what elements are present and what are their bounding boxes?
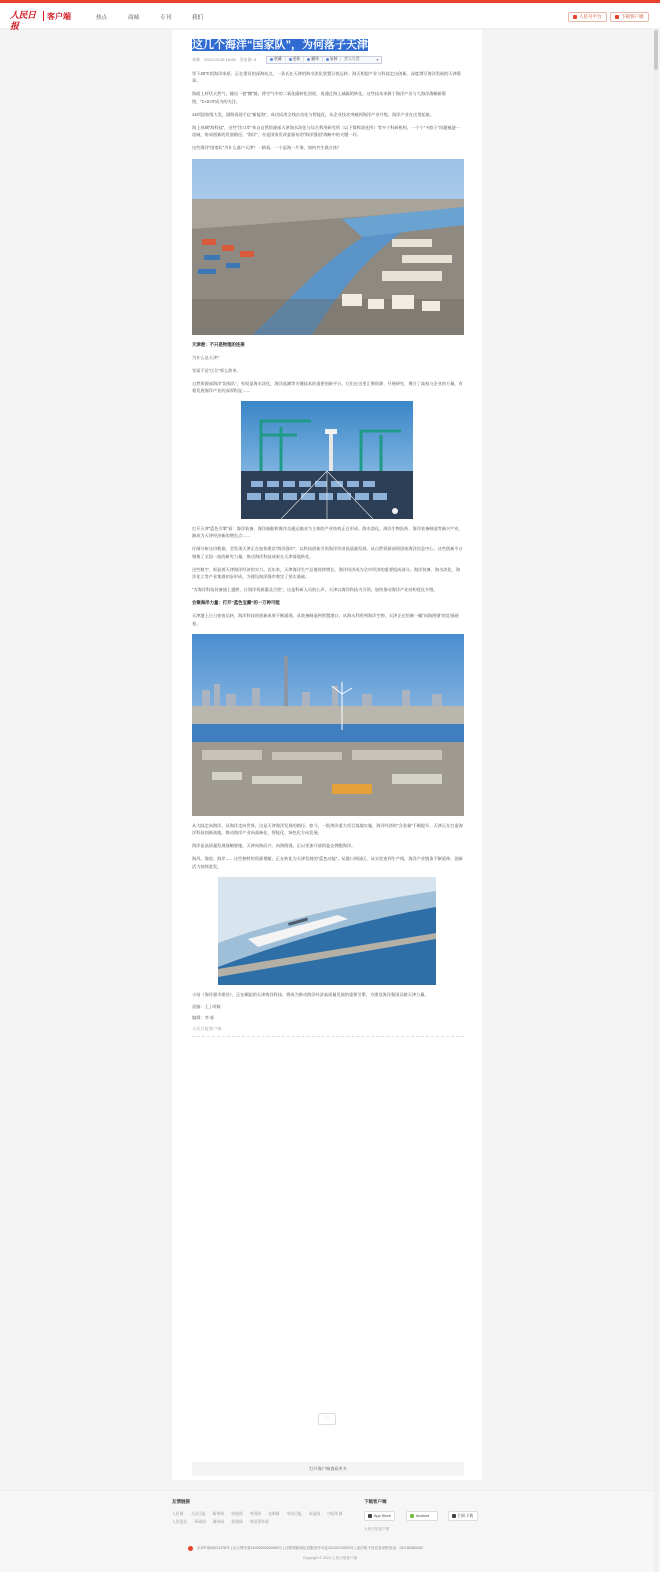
tool-favorite[interactable] (267, 57, 286, 62)
footer-link[interactable]: 人民日报 (190, 1512, 206, 1516)
paragraph: 从大陆走向海洋，从海洋走向世界，这是天津海洋发展的路径。如今，一批海洋重大项目落地实施，海洋经济的“含金量”不断提升。天津正在打造海洋科技创新高地，推动海洋产业向高端化、智能化、绿色化方向发展。 (192, 822, 463, 836)
paragraph: 这些海洋“国家队”为什么落户天津？一路看，一个是海一片海，如何共生联合体？ (192, 145, 342, 151)
tool-refresh-label: 更新 (292, 57, 301, 61)
paragraph: 这些数字，彰显着天津海洋经济的实力。近年来，天津海洋生产总值持续增长，海洋经济成为全市经济的重要组成部分。海洋装备、海水淡化、海洋化工等产业集群初步形成，为建设海洋强市奠定了坚实基础。 (192, 566, 461, 580)
icp-text[interactable]: 京ICP备05031378号 | 京公网安备11000002000008号 | 互联网新闻信息服务许可证10120170004号 | 违法和不良信息举报电话：010-65363263 (197, 1546, 423, 1550)
tool-refresh[interactable] (286, 57, 305, 62)
tool-copy-label: 复制 (329, 57, 338, 61)
refresh-icon (289, 58, 292, 61)
qr-download-button[interactable] (448, 1511, 478, 1521)
translate-icon (307, 58, 310, 61)
tool-copy[interactable] (323, 57, 342, 62)
chevron-down-icon: ▾ (376, 58, 379, 62)
footer-link[interactable]: 环球网 (194, 1520, 206, 1524)
port-aerial-photo (192, 159, 464, 335)
port-cranes-photo (241, 401, 413, 519)
source-line: 人民日报客户端 (192, 1026, 222, 1032)
logo-divider (43, 11, 44, 21)
tool-translate-label: 翻译 (311, 57, 319, 61)
icp-info (188, 1546, 478, 1551)
footer-link[interactable]: 中国日报 (286, 1512, 302, 1516)
footer-link[interactable]: 人民网 (172, 1512, 184, 1516)
footer-links-title: 友情链接 (172, 1499, 190, 1504)
paragraph: 零下40℃的海洋冰原，正在建设的深海站点，一条长在天津的海水淡化装置日夜运转。海天相望产业与科技走出创新，深度谱写海洋发展的天津篇章。 (192, 71, 461, 84)
article-author: 发布源: 5 (239, 56, 257, 62)
app-store-button[interactable] (364, 1511, 395, 1521)
android-label: Android (416, 1514, 430, 1518)
download-app-label: 下载客户端 (621, 14, 644, 19)
article-title (192, 38, 464, 52)
tool-translate[interactable] (304, 57, 323, 62)
paragraph: 海上丝绸“海科技”，这些“洋口岸”来自自然资源部天津海水淡化与综合利用研究所（以下简称淡化所）等多个科研机构，一个个“卡脖子”问题被逐一攻破，协同创新的发展路径。“海洋”，亦是国家发改委颁布的“海洋强国”战略中的关键一环。 (192, 125, 460, 138)
article-source: 来源 (192, 56, 200, 62)
footer-link[interactable]: 海外网 (212, 1520, 225, 1524)
paragraph: 仔细分析这份数据，会发现天津正在加快建设“海洋强市”，以科技创新引领海洋经济高质量发展。从自然资源部到国家海洋信息中心，这些创新平台聚集了全国一流的研究力量，推动海洋科技成果在天津落地转化。 (192, 546, 463, 559)
footer-link[interactable]: 人民论坛 (172, 1520, 188, 1524)
paragraph: 14项国家级大奖，渤海再现千亿“新能海”，成功试用全栈自动化与智能化，从企业技术突破到海洋产业升级，海洋产业在这里起航。 (192, 111, 434, 117)
people-platform-button[interactable] (568, 12, 607, 22)
copyright: Copyright © 2024 人民日报客户端 (302, 1556, 358, 1560)
paragraph: 小结《海洋强市建设》，正在崛起的天津海洋科技，将成为推动海洋经济高质量发展的重要引擎，为建设海洋强国贡献天津力量。 (192, 991, 429, 997)
apple-icon (368, 1514, 372, 1518)
editor-line: 责编：王 | 周颖 (192, 1004, 221, 1010)
page-scrollbar[interactable] (654, 29, 658, 1572)
article (192, 38, 464, 1037)
site-header (0, 3, 660, 32)
footer-link[interactable]: 新华网 (212, 1512, 225, 1516)
download-note: 人民日报客户端 (364, 1527, 390, 1531)
qr-download-label: 扫码下载 (458, 1513, 474, 1518)
paragraph: 打开天津“蓝色引擎”看：海洋装备、海洋船舶和海洋交通运输业为主体的产业结构正在形成。海水淡化、海洋生物医药、海洋装备制造等新兴产业，渐成为天津经济新的增长点…… (192, 526, 463, 539)
logo-mark: 人民日报 (10, 10, 36, 32)
section-subheading: 会聚海洋力量：打开“蓝色宝藏”的一万种可能 (192, 600, 280, 606)
paragraph: 天津港上日日夜夜运转，海洋科技的创新成果不断涌现。从装备制造到智慧港口，从海水利用到海洋生物，天津正在绘制一幅“向海图强”的壮丽画卷。 (192, 613, 459, 626)
paragraph: 海风、海浪、海岸……这些独特的资源禀赋，正在转化为天津发展的“蓝色动能”。从港口到园区，从实验室到生产线，海洋产业链条不断延伸，创新活力持续迸发。 (192, 856, 463, 869)
paragraph: 海面上杆状天然气，输送一套“鳍”链，将空气中的二氧化碳转化回收，再通过海上减碳的转化。这些技术来源于海洋产业与大海洋战略新版图，“1+3+3”成为的关注。 (192, 91, 447, 104)
settings-select[interactable] (341, 57, 381, 62)
paragraph: 海洋是高质量发展战略要地。天津向海而兴、向海图强，正以更加开放的姿态拥抱海洋。 (192, 843, 356, 849)
paragraph: 为什么是天津？ (192, 354, 222, 360)
footer-link[interactable]: 中国网 (249, 1512, 261, 1516)
article-date: 2024-03-26 16:06 (204, 57, 236, 62)
nav-item-about[interactable]: 我们 (192, 15, 204, 21)
article-toolbar (266, 56, 382, 64)
open-app-button[interactable]: 打开客户端查看更多 (192, 1462, 464, 1476)
police-badge-icon (188, 1546, 193, 1551)
section-subheading: 天津港：不只是物理的连接 (192, 341, 245, 347)
download-app-button[interactable] (610, 12, 649, 22)
nav-item-hot[interactable]: 热点 (96, 15, 108, 21)
copy-icon (326, 58, 329, 61)
footer-link[interactable]: 央视网 (231, 1512, 243, 1516)
site-logo[interactable] (10, 10, 71, 32)
like-button[interactable] (318, 1413, 336, 1425)
people-platform-label: 人民号平台 (579, 14, 602, 19)
star-icon (270, 58, 273, 61)
paragraph: 答案不是“区位”那么简单。 (192, 367, 241, 373)
phone-icon (615, 15, 619, 19)
download-title: 下载客户端 (364, 1499, 387, 1504)
footer-link[interactable]: 中国青年网 (249, 1520, 269, 1524)
logo-subtitle: 客户端 (47, 11, 71, 21)
footer-link[interactable]: 中国军网 (327, 1512, 343, 1516)
city-port-photo (192, 634, 464, 816)
divider (192, 1036, 464, 1037)
main-nav (96, 13, 224, 21)
cruise-ship-photo (218, 877, 436, 985)
platform-icon (573, 15, 577, 19)
footer-links (172, 1510, 352, 1526)
paragraph: 自然资源部海洋“国家队”，有权是海水淡化、海洋监测等关键技术的重要创新平台。它们在这里汇聚资源、开展研究，聚合了高校与企业的力量，有着发展海洋产业的深厚积淀…… (192, 380, 463, 393)
paragraph: “为海洋科技装备插上翅膀，让海洋资源惠及百姓”，这是科研人员的心声。天津以海洋科技为引领，加快推动海洋产业结构优化升级。 (192, 587, 438, 593)
footer-link[interactable]: 求是网 (308, 1512, 321, 1516)
app-store-label: App Store (374, 1514, 391, 1518)
article-meta (192, 55, 464, 64)
nav-item-mall[interactable]: 商城 (128, 15, 140, 21)
footer-link[interactable]: 光明网 (268, 1512, 280, 1516)
scrollbar-thumb[interactable] (654, 30, 658, 70)
nav-item-special[interactable]: 专刊 (160, 15, 172, 21)
settings-select-value: 默认设置 (344, 57, 360, 61)
qr-code-icon (452, 1514, 456, 1518)
android-icon (410, 1514, 414, 1518)
footer-link[interactable]: 党建网 (231, 1520, 243, 1524)
article-title-text[interactable]: 这几个海洋“国家队”，为何落子天津 (192, 39, 368, 51)
editor-line-2: 编辑：李 霖 (192, 1015, 215, 1021)
heart-icon: ♡ (324, 1416, 330, 1422)
android-button[interactable] (406, 1511, 438, 1521)
tool-favorite-label: 收藏 (274, 57, 282, 61)
